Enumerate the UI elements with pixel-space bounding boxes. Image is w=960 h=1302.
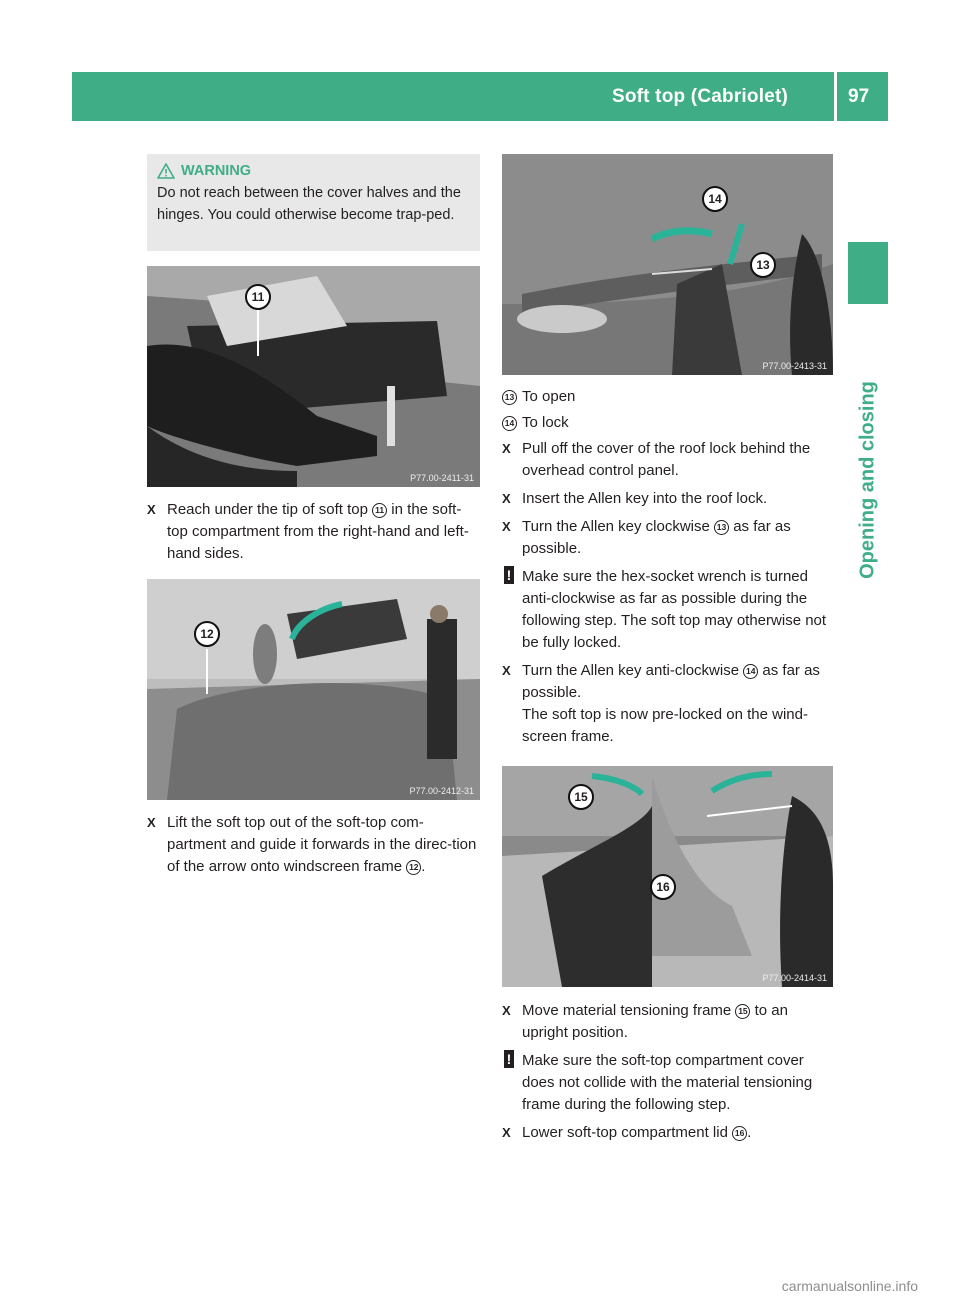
- figure-code: P77.00-2412-31: [409, 786, 474, 796]
- exclamation-icon: !: [504, 566, 514, 584]
- left-steps-1: [147, 499, 480, 571]
- callout-14: 14: [702, 186, 728, 212]
- step-text: as far as possible.: [522, 518, 791, 557]
- warning-heading-text: WARNING: [181, 163, 252, 179]
- step-text: to an upright position.: [522, 1002, 788, 1041]
- step-text: Pull off the cover of the roof lock behind the overhead control panel.: [522, 440, 811, 479]
- step-text: as far as possible.: [522, 662, 820, 701]
- figure-code: P77.00-2413-31: [762, 361, 827, 371]
- section-title: Soft top (Cabriolet): [611, 86, 788, 107]
- step-text: Lower soft-top compartment lid: [522, 1124, 733, 1141]
- callout-11: 11: [245, 284, 271, 310]
- page-header: [72, 72, 888, 121]
- note-text: Make sure the soft-top compartment cover does not collide with the material tensioning frame during the following step.: [522, 1052, 813, 1113]
- ref-number: 16: [732, 1126, 747, 1141]
- step-text: in the soft-top compartment from the right-hand and left-hand sides.: [167, 501, 469, 562]
- step-item: [147, 812, 480, 878]
- legend-item: [502, 412, 835, 434]
- step-text: .: [421, 858, 426, 875]
- header-divider: [834, 72, 837, 121]
- step-text: Reach under the tip of soft top: [167, 501, 373, 518]
- step-text: Insert the Allen key into the roof lock.: [522, 490, 768, 507]
- right-steps-1: [502, 386, 835, 754]
- warning-text: Do not reach between the cover halves and the hinges. You could otherwise become trap-ped.: [157, 185, 461, 223]
- step-item: [147, 499, 480, 565]
- figure-code: P77.00-2414-31: [762, 973, 827, 983]
- ref-number: 14: [502, 416, 517, 431]
- step-text: Move material tensioning frame: [522, 1002, 736, 1019]
- step-result: The soft top is now pre-locked on the wind-screen frame.: [522, 706, 808, 745]
- legend-text: To lock: [522, 414, 569, 431]
- step-arrow-icon: X: [147, 815, 156, 830]
- callout-12: 12: [194, 621, 220, 647]
- ref-number: 14: [743, 664, 758, 679]
- figure-1-illustration: [147, 266, 480, 487]
- step-item: [502, 1000, 835, 1044]
- step-arrow-icon: X: [502, 1003, 511, 1018]
- step-item: [502, 438, 835, 482]
- warning-box: [147, 154, 480, 251]
- ref-number: 15: [735, 1004, 750, 1019]
- step-arrow-icon: X: [502, 519, 511, 534]
- warning-heading: [157, 160, 470, 182]
- step-arrow-icon: X: [502, 441, 511, 456]
- step-item: [502, 488, 835, 510]
- step-text: Turn the Allen key anti-clockwise: [522, 662, 744, 679]
- callout-13: 13: [750, 252, 776, 278]
- caution-note: [502, 1050, 835, 1116]
- note-text: Make sure the hex-socket wrench is turned anti-clockwise as far as possible during the following step. The soft top may otherwise not be fully locked.: [522, 568, 827, 651]
- caution-note: [502, 566, 835, 654]
- figure-soft-top-tip: [147, 266, 480, 487]
- step-text: Lift the soft top out of the soft-top com-partment and guide it forwards in the direc-tion of the arrow onto windscreen frame: [167, 814, 477, 875]
- step-arrow-icon: X: [502, 491, 511, 506]
- ref-number: 13: [714, 520, 729, 535]
- step-arrow-icon: X: [147, 502, 156, 517]
- callout-15: 15: [568, 784, 594, 810]
- step-item: [502, 1122, 835, 1144]
- figure-tensioning-frame: [502, 766, 833, 987]
- figure-lift-soft-top: [147, 579, 480, 800]
- chapter-tab-label: Opening and closing: [856, 381, 879, 579]
- watermark: carmanualsonline.info: [781, 1278, 918, 1294]
- left-steps-2: [147, 812, 480, 884]
- step-item: [502, 516, 835, 560]
- legend-item: [502, 386, 835, 408]
- exclamation-icon: !: [504, 1050, 514, 1068]
- page-number: 97: [848, 86, 870, 107]
- step-item: [502, 660, 835, 748]
- chapter-tab: [848, 330, 888, 630]
- right-steps-2: [502, 1000, 835, 1150]
- figure-roof-lock: [502, 154, 833, 375]
- warning-triangle-icon: [157, 163, 175, 179]
- step-arrow-icon: X: [502, 663, 511, 678]
- step-text: Turn the Allen key clockwise: [522, 518, 715, 535]
- figure-3-illustration: [502, 154, 833, 375]
- callout-16: 16: [650, 874, 676, 900]
- ref-number: 11: [372, 503, 387, 518]
- ref-number: 13: [502, 390, 517, 405]
- figure-code: P77.00-2411-31: [410, 473, 474, 483]
- step-arrow-icon: X: [502, 1125, 511, 1140]
- legend-text: To open: [522, 388, 576, 405]
- step-text: .: [747, 1124, 752, 1141]
- ref-number: 12: [406, 860, 421, 875]
- chapter-tab-marker: [848, 242, 888, 304]
- figure-2-illustration: [147, 579, 480, 800]
